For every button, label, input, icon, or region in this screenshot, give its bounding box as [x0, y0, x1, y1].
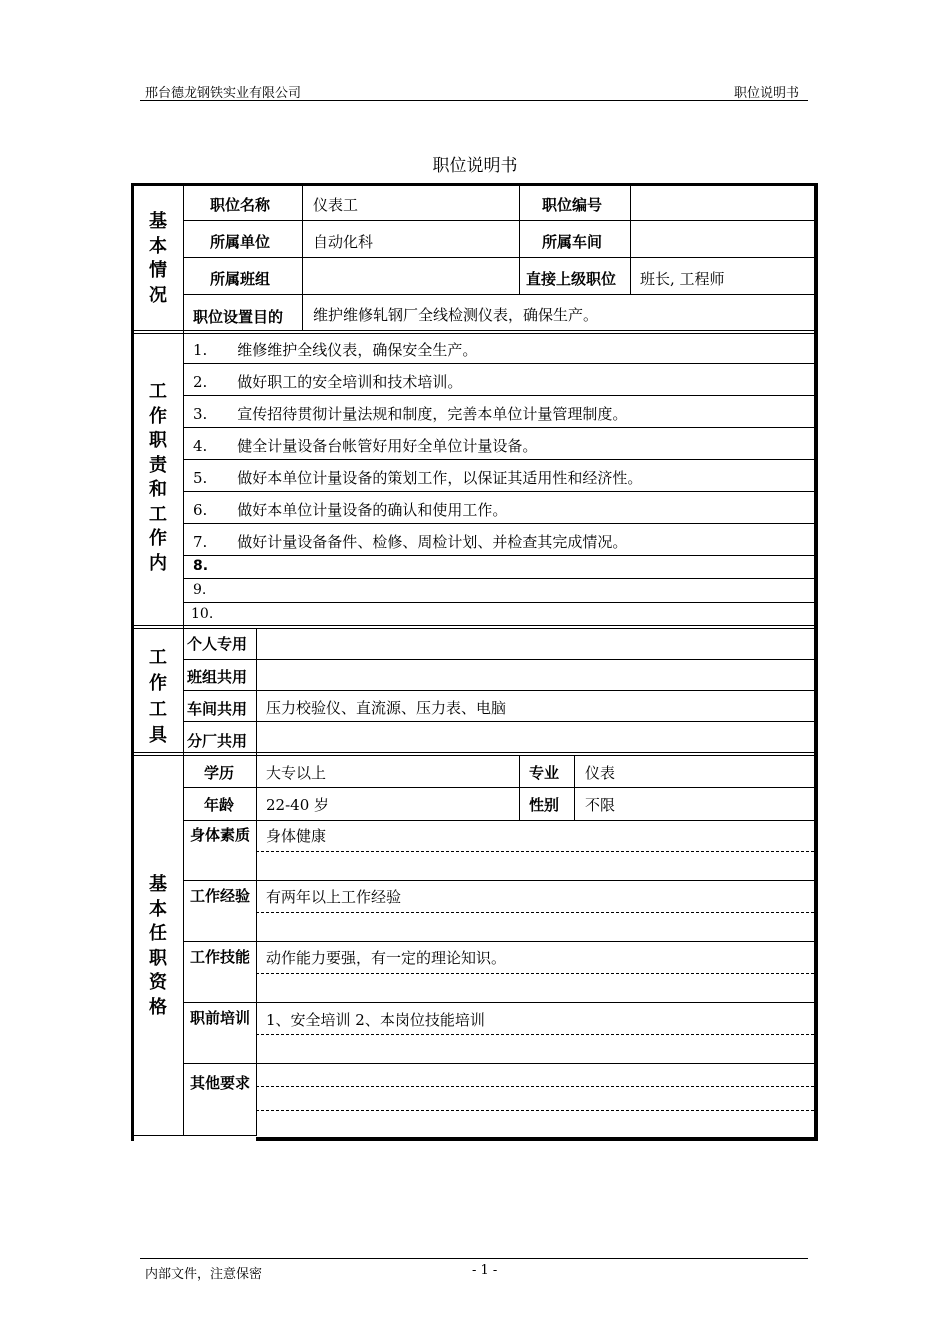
duty-row-line [183, 523, 814, 524]
qual-row-line [183, 820, 814, 821]
confidential-note: 内部文件，注意保密 [145, 1267, 263, 1282]
tool-row-line [183, 659, 814, 660]
page-title: 职位说明书 [432, 156, 518, 176]
age-label: 年龄 [204, 796, 235, 814]
label-col-divider [256, 629, 257, 1136]
dashed-rule [256, 851, 814, 852]
duty-row-line [183, 555, 814, 556]
duty-row-line [183, 427, 814, 428]
gender-label: 性别 [529, 796, 560, 814]
dashed-rule [256, 912, 814, 913]
section-separator [131, 333, 814, 334]
duty-item: 2. 做好职工的安全培训和技术培训。 [193, 373, 463, 391]
position-name-label: 职位名称 [210, 196, 271, 214]
section-duties-label: 工作职责和工作内 [149, 381, 167, 574]
section-separator [131, 628, 814, 629]
duty-item: 10. [191, 606, 214, 622]
age-value: 22-40 岁 [266, 796, 330, 814]
gender-value: 不限 [585, 796, 616, 814]
physical-value: 身体健康 [266, 827, 327, 845]
footer-rule [140, 1258, 808, 1259]
dashed-rule [256, 1086, 814, 1087]
duty-item: 4. 健全计量设备台帐管好用好全单位计量设备。 [193, 437, 538, 455]
company-name: 邢台德龙钢铁实业有限公司 [145, 86, 302, 101]
duty-item: 6. 做好本单位计量设备的确认和使用工作。 [193, 501, 508, 519]
education-value: 大专以上 [266, 764, 327, 782]
training-label: 职前培训 [189, 1009, 250, 1027]
duty-row-line [183, 395, 814, 396]
basic-row-line [183, 220, 814, 221]
table-bottom-border [256, 1137, 818, 1141]
tool-row-line [183, 690, 814, 691]
section-tools-label: 工作工具 [149, 647, 167, 746]
quals-col3 [574, 756, 575, 820]
tool-value: 压力校验仪、直流源、压力表、电脑 [266, 699, 507, 717]
duty-item: 1. 维修维护全线仪表，确保安全生产。 [193, 341, 478, 359]
duty-item: 8. [193, 558, 209, 574]
superior-value: 班长, 工程师 [640, 270, 725, 288]
workshop-label: 所属车间 [542, 233, 603, 251]
duty-item: 7. 做好计量设备备件、检修、周检计划、并检查其完成情况。 [193, 533, 628, 551]
header-rule [140, 100, 808, 101]
qual-row-line [183, 787, 814, 788]
dashed-rule [256, 1034, 814, 1035]
section-quals-label: 基本任职资格 [149, 874, 167, 1018]
duty-row-line [183, 363, 814, 364]
section-separator [131, 330, 814, 331]
qual-row-line [183, 1063, 814, 1064]
duty-item: 3. 宣传招待贯彻计量法规和制度，完善本单位计量管理制度。 [193, 405, 628, 423]
basic-col1 [302, 186, 303, 331]
skills-label: 工作技能 [189, 948, 250, 966]
section-separator [131, 625, 814, 626]
tool-label: 分厂共用 [187, 732, 248, 750]
experience-label: 工作经验 [189, 887, 250, 905]
basic-col3 [630, 186, 631, 294]
duty-row-line [183, 459, 814, 460]
education-label: 学历 [204, 764, 235, 782]
tool-label: 班组共用 [187, 668, 248, 686]
dashed-rule [256, 1110, 814, 1111]
table-right-border [814, 183, 818, 1141]
basic-row-line [183, 294, 814, 295]
dashed-rule [256, 973, 814, 974]
experience-value: 有两年以上工作经验 [266, 888, 402, 906]
position-name-value: 仪表工 [313, 196, 359, 214]
unit-label: 所属单位 [210, 233, 271, 251]
physical-label: 身体素质 [189, 826, 250, 844]
tool-label: 个人专用 [187, 635, 248, 653]
training-value: 1、安全培训 2、本岗位技能培训 [266, 1011, 485, 1029]
superior-label: 直接上级职位 [526, 270, 617, 288]
duty-item: 5. 做好本单位计量设备的策划工作，以保证其适用性和经济性。 [193, 469, 643, 487]
team-label: 所属班组 [210, 270, 271, 288]
qual-row-line [183, 880, 814, 881]
duty-row-line [183, 602, 814, 603]
qual-row-line [183, 1002, 814, 1003]
basic-row-line [183, 257, 814, 258]
tool-label: 车间共用 [187, 700, 248, 718]
doc-type: 职位说明书 [734, 86, 800, 101]
purpose-value: 维护维修轧钢厂全线检测仪表，确保生产。 [313, 306, 599, 324]
major-value: 仪表 [585, 764, 616, 782]
position-code-label: 职位编号 [542, 196, 603, 214]
qual-row-line [183, 941, 814, 942]
duty-item: 9. [193, 582, 207, 598]
unit-value: 自动化科 [313, 233, 374, 251]
tool-row-line [183, 721, 814, 722]
major-label: 专业 [529, 764, 560, 782]
quals-col2 [519, 756, 520, 820]
skills-value: 动作能力要强，有一定的理论知识。 [266, 949, 507, 967]
duty-row-line [183, 578, 814, 579]
purpose-label: 职位设置目的 [193, 308, 284, 326]
duty-row-line [183, 491, 814, 492]
section-separator [131, 752, 814, 753]
section-basic-label: 基本情况 [149, 211, 167, 306]
section-col-divider [183, 186, 184, 1135]
other-label: 其他要求 [189, 1074, 250, 1092]
page-number: - 1 - [472, 1263, 498, 1278]
section-separator [131, 755, 814, 756]
table-bottom-left [131, 1135, 256, 1136]
basic-col2 [519, 186, 520, 294]
